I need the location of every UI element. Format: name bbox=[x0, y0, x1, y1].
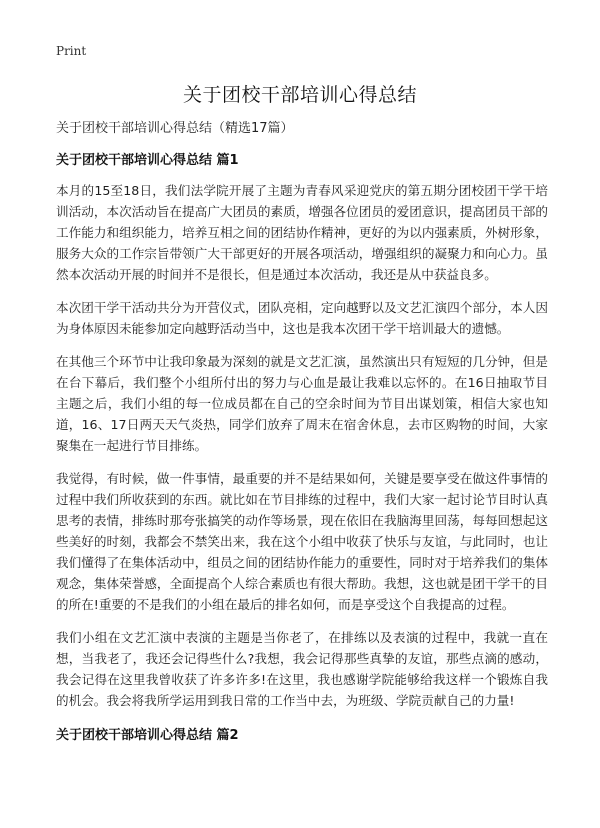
page-title: 关于团校干部培训心得总结 bbox=[182, 84, 417, 106]
paragraph: 本月的15至18日，我们法学院开展了主题为青春风采迎党庆的第五期分团校团干学干培训活动，本次活动旨在提高广大团员的素质，增强各位团员的爱团意识，提高团员干部的工作能力和组织能力，培养互相之间的团结协作精神，更好的为以内强素质，外树形象，服务大众的工作宗旨带领广大干部更好的开展各项活动，增强组织的凝聚力和向心力。虽然本次活动开展的时间并不是很长，但是通过本次活动，我还是从中获益良多。 bbox=[56, 183, 548, 282]
section-heading-1: 关于团校干部培训心得总结 篇1 bbox=[56, 153, 239, 168]
paragraph: 本次团干学干活动共分为开营仪式，团队亮相，定向越野以及文艺汇演四个部分，本人因为身体原因未能参加定向越野活动当中，这也是我本次团干学干培训最大的遗憾。 bbox=[56, 300, 548, 336]
paragraph: 我觉得，有时候，做一件事情，最重要的并不是结果如何，关键是要享受在做这件事情的过程中我们所收获到的东西。就比如在节目排练的过程中，我们大家一起讨论节目时认真思考的表情，排练时那夸张搞笑的动作等场景，现在依旧在我脑海里回荡，每每回想起这些美好的时刻，我都会不禁笑出来，我在这个小组中收获了快乐与友谊，与此同时，也让我们懂得了在集体活动中，组员之间的团结协作能力的重要性，同时对于培养我们的集体观念，集体荣誉感，全面提高个人综合素质也有很大帮助。我想，这也就是团干学干的目的所在!重要的不是我们的小组在最后的排名如何，而是享受这个自我提高的过程。 bbox=[56, 471, 548, 612]
section-heading-2: 关于团校干部培训心得总结 篇2 bbox=[56, 728, 239, 743]
document-body bbox=[56, 120, 548, 755]
document-subtitle: 关于团校干部培训心得总结（精选17篇） bbox=[56, 121, 294, 136]
print-link[interactable]: Print bbox=[56, 44, 87, 58]
paragraph: 在其他三个环节中让我印象最为深刻的就是文艺汇演，虽然演出只有短短的几分钟，但是在台下幕后，我们整个小组所付出的努力与心血是最让我难以忘怀的。在16日抽取节目主题之后，我们小组的每一位成员都在自己的空余时间为节目出谋划策，相信大家也知道，16、17日两天天气炎热，同学们放弃了周末在宿舍休息，去市区购物的时间，大家聚集在一起进行节目排练。 bbox=[56, 354, 548, 453]
paragraph: 我们小组在文艺汇演中表演的主题是当你老了，在排练以及表演的过程中，我就一直在想，当我老了，我还会记得些什么?我想，我会记得那些真挚的友谊，那些点滴的感动，我会记得在这里我曾收获了许多许多!在这里，我也感谢学院能够给我这样一个锻炼自我的机会。我会将我所学运用到我日常的工作当中去，为班级、学院贡献自己的力量! bbox=[56, 630, 548, 708]
